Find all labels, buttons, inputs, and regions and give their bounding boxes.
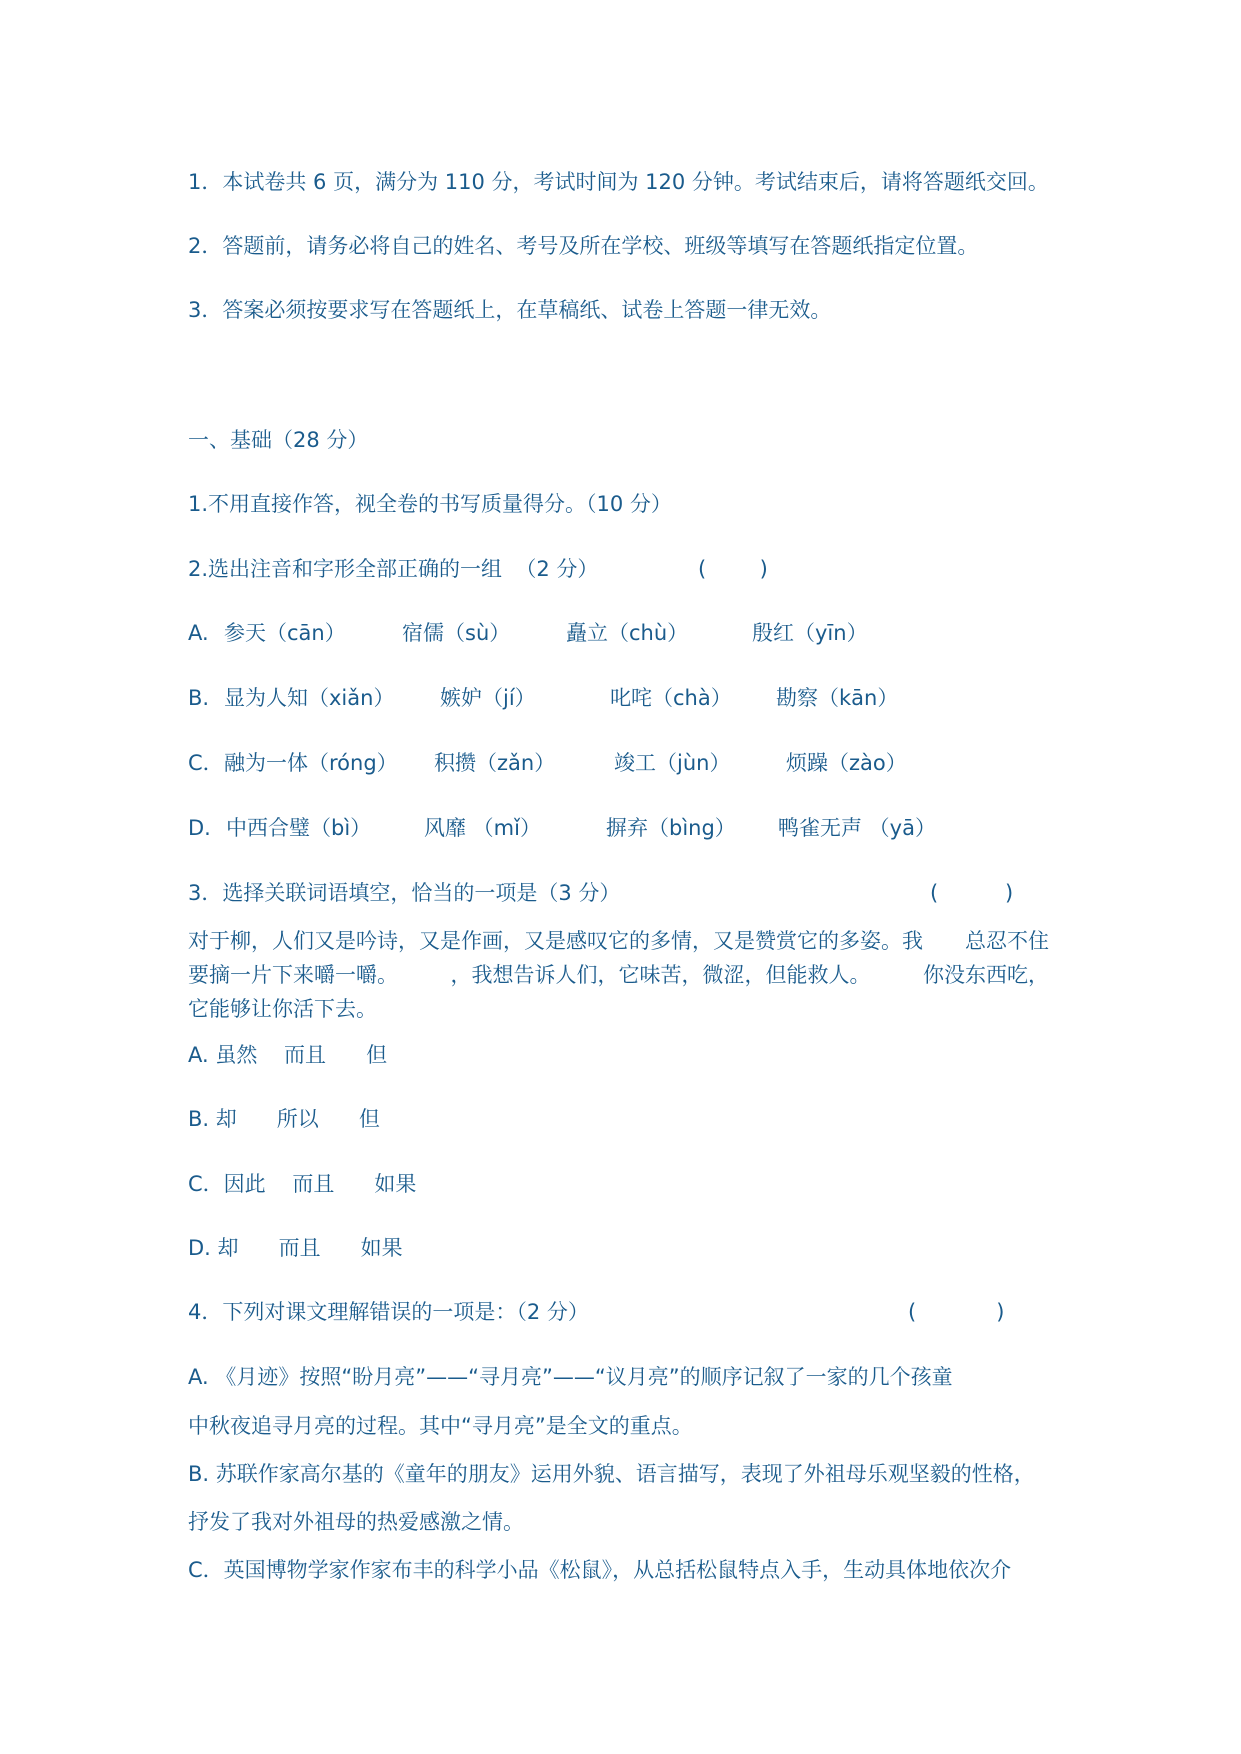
option-item: 参天（cān）: [224, 621, 346, 645]
option-item: 殷红（yīn）: [752, 621, 868, 645]
notice-line-2: 2．答题前，请务必将自己的姓名、考号及所在学校、班级等填写在答题纸指定位置。: [188, 234, 979, 258]
option-letter: D.: [188, 816, 211, 840]
option-item: 积攒（zǎn）: [434, 751, 556, 775]
option-letter: B.: [188, 686, 210, 710]
question-2-stem: 2.选出注音和字形全部正确的一组 （2 分）: [188, 557, 599, 581]
question-4-option-a-line-1: A. 《月迹》按照“盼月亮”——“寻月亮”——“议月亮”的顺序记叙了一家的几个孩童: [188, 1365, 953, 1389]
option-item: 中西合璧（bì）: [226, 816, 372, 840]
question-3-stem: 3．选择关联词语填空，恰当的一项是（3 分）: [188, 881, 621, 905]
option-item: 嫉妒（jí）: [440, 686, 536, 710]
answer-bracket: ( ): [930, 881, 1014, 905]
question-4-option-c-line-1: C．英国博物学家作家布丰的科学小品《松鼠》，从总括松鼠特点入手，生动具体地依次介: [188, 1558, 1012, 1582]
option-item: 烦躁（zào）: [786, 751, 907, 775]
question-3-option-b: B. 却 所以 但: [188, 1107, 380, 1131]
question-1: 1.不用直接作答，视全卷的书写质量得分。（10 分）: [188, 492, 672, 516]
option-item: 风靡 （mǐ）: [424, 816, 541, 840]
notice-line-3: 3．答案必须按要求写在答题纸上，在草稿纸、试卷上答题一律无效。: [188, 298, 832, 322]
question-3-option-d: D. 却 而且 如果: [188, 1236, 403, 1260]
question-4-stem: 4．下列对课文理解错误的一项是：（2 分）: [188, 1300, 589, 1324]
question-3-passage: 对于柳，人们又是吟诗，又是作画，又是感叹它的多情，又是赞赏它的多姿。我 总忍不住要摘一片下来嚼一嚼。 ，我想告诉人们，它味苦，微涩，但能救人。 你没东西吃，它能够让你活下去。: [188, 929, 1049, 1021]
answer-bracket: ( ): [908, 1300, 1005, 1324]
option-item: 融为一体（róng）: [224, 751, 398, 775]
option-item: 勘察（kān）: [776, 686, 899, 710]
question-4-option-a-line-2: 中秋夜追寻月亮的过程。其中“寻月亮”是全文的重点。: [188, 1414, 693, 1438]
option-letter: A.: [188, 621, 209, 645]
option-item: 显为人知（xiǎn）: [224, 686, 395, 710]
answer-bracket: ( ): [698, 557, 768, 581]
option-item: 宿儒（sù）: [402, 621, 511, 645]
option-letter: C．: [188, 751, 224, 775]
question-3-option-c: C．因此 而且 如果: [188, 1172, 417, 1196]
option-item: 竣工（jùn）: [614, 751, 731, 775]
option-item: 摒弃（bìng）: [606, 816, 736, 840]
question-4-option-b-line-2: 抒发了我对外祖母的热爱感激之情。: [188, 1510, 524, 1534]
notice-line-1: 1．本试卷共 6 页，满分为 110 分，考试时间为 120 分钟。考试结束后，请将答题纸交回。: [188, 170, 1049, 194]
option-item: 鸭雀无声 （yā）: [778, 816, 936, 840]
option-item: 矗立（chù）: [566, 621, 689, 645]
question-4-option-b-line-1: B. 苏联作家高尔基的《童年的朋友》运用外貌、语言描写，表现了外祖母乐观坚毅的性格，: [188, 1462, 1035, 1486]
section-title: 一、基础（28 分）: [188, 428, 369, 452]
question-3-option-a: A. 虽然 而且 但: [188, 1043, 388, 1067]
option-item: 叱咤（chà）: [610, 686, 732, 710]
